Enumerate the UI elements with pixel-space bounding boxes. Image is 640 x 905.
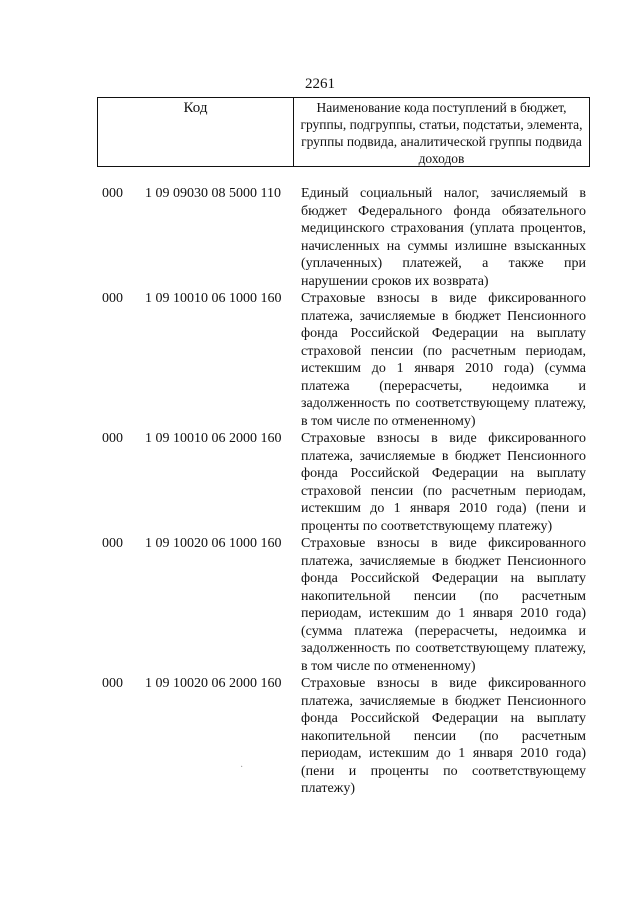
- revenue-code: 1 09 10020 06 1000 160: [145, 536, 282, 551]
- table-body: [0, 185, 640, 798]
- admin-code: 000: [102, 431, 123, 446]
- revenue-description: Страховые взносы в виде фиксированного платежа, зачисляемые в бюджет Пенсионного фонда Российской Федерации на выплату накопительной пенсии (по расчетным периодам, истекшим до 1 января 2010 года) (пени и проценты по соответствующему платежу): [301, 676, 586, 796]
- revenue-description: Страховые взносы в виде фиксированного платежа, зачисляемые в бюджет Пенсионного фонда Российской Федерации на выплату страховой пенсии (по расчетным периодам, истекшим до 1 января 2010 года) (сумма платежа (перерасчеты, недоимка и задолженность по соответствующему платежу, в том числе по отмененному): [301, 291, 586, 429]
- table-row: [0, 535, 640, 675]
- revenue-description: Единый социальный налог, зачисляемый в бюджет Федерального фонда обязательного медицинского страхования (уплата процентов, начисленных на суммы излишне взысканных (уплаченных) платежей, а также при нарушении сроков их возврата): [301, 186, 586, 289]
- revenue-code: 1 09 10020 06 2000 160: [145, 676, 282, 691]
- admin-code: 000: [102, 536, 123, 551]
- revenue-code: 1 09 09030 08 5000 110: [145, 186, 281, 201]
- table-row: [0, 185, 640, 290]
- admin-code: 000: [102, 186, 123, 201]
- revenue-description: Страховые взносы в виде фиксированного платежа, зачисляемые в бюджет Пенсионного фонда Российской Федерации на выплату страховой пенсии (по расчетным периодам, истекшим до 1 января 2010 года) (пени и проценты по соответствующему платежу): [301, 431, 586, 534]
- scan-dot: ·: [240, 762, 244, 773]
- admin-code: 000: [102, 676, 123, 691]
- revenue-description: Страховые взносы в виде фиксированного платежа, зачисляемые в бюджет Пенсионного фонда Российской Федерации на выплату накопительной пенсии (по расчетным периодам, истекшим до 1 января 2010 года) (сумма платежа (перерасчеты, недоимка и задолженность по соответствующему платежу, в том числе по отмененному): [301, 536, 586, 674]
- header-code-column: Код: [98, 98, 294, 166]
- table-row: [0, 290, 640, 430]
- table-row: [0, 430, 640, 535]
- page-number: 2261: [305, 76, 335, 92]
- revenue-code: 1 09 10010 06 2000 160: [145, 431, 282, 446]
- revenue-code: 1 09 10010 06 1000 160: [145, 291, 282, 306]
- admin-code: 000: [102, 291, 123, 306]
- table-row: [0, 675, 640, 798]
- header-name-column: Наименование кода поступлений в бюджет, группы, подгруппы, статьи, подстатьи, элемента, группы подвида, аналитической группы подвида доходов: [300, 100, 583, 166]
- table-header: [97, 97, 590, 167]
